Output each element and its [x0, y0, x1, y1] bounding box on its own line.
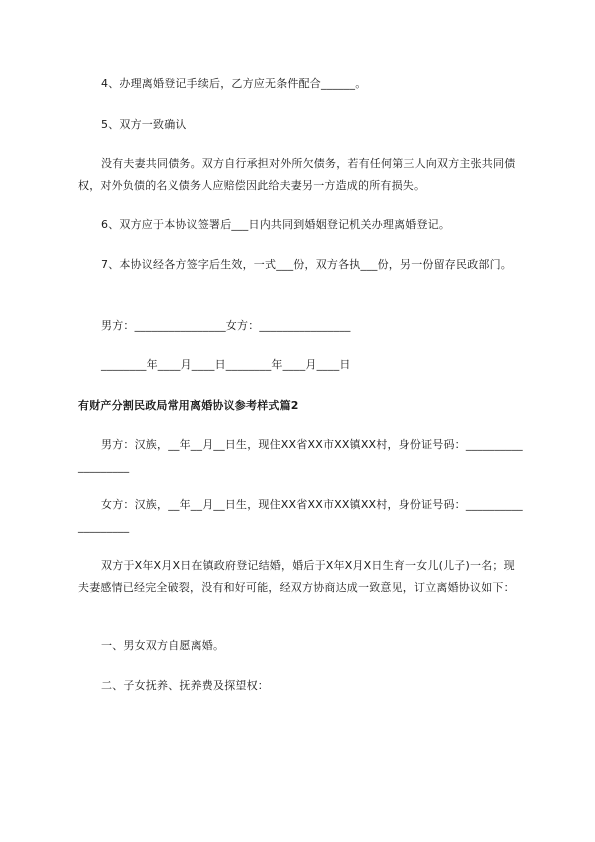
- clause-4: 4、办理离婚登记手续后，乙方应无条件配合______。: [101, 77, 367, 90]
- signature-line: 男方：________________女方：________________: [101, 319, 351, 332]
- clause-6: 6、双方应于本协议签署后___日内共同到婚姻登记机关办理离婚登记。: [101, 218, 451, 231]
- female-party-info: 女方：汉族，__年__月__日生，现住XX省XX市XX镇XX村，身份证号码：___________________: [78, 498, 523, 533]
- clause-7: 7、本协议经各方签字后生效，一式___份，双方各执___份，另一份留存民政部门。: [101, 258, 512, 271]
- clause-5-body: 没有夫妻共同债务。双方自行承担对外所欠债务，若有任何第三人向双方主张共同债权，对外负债的名义债务人应赔偿因此给夫妻另一方造成的所有损失。: [78, 157, 516, 192]
- article-1: 一、男女双方自愿离婚。: [101, 639, 225, 652]
- section-title: 有财产分割民政局常用离婚协议参考样式篇2: [78, 399, 299, 412]
- date-line: ________年____月____日________年____月____日: [101, 358, 351, 371]
- marriage-statement: 双方于X年X月X日在镇政府登记结婚，婚后于X年X月X日生育一女儿(儿子)一名；现夫妻感情已经完全破裂，没有和好可能，经双方协商达成一致意见，订立离婚协议如下：: [78, 559, 515, 594]
- article-2: 二、子女抚养、抚养费及探望权：: [101, 679, 269, 692]
- male-party-info: 男方：汉族，__年__月__日生，现住XX省XX市XX镇XX村，身份证号码：___________________: [78, 438, 523, 473]
- clause-5-heading: 5、双方一致确认: [101, 118, 187, 131]
